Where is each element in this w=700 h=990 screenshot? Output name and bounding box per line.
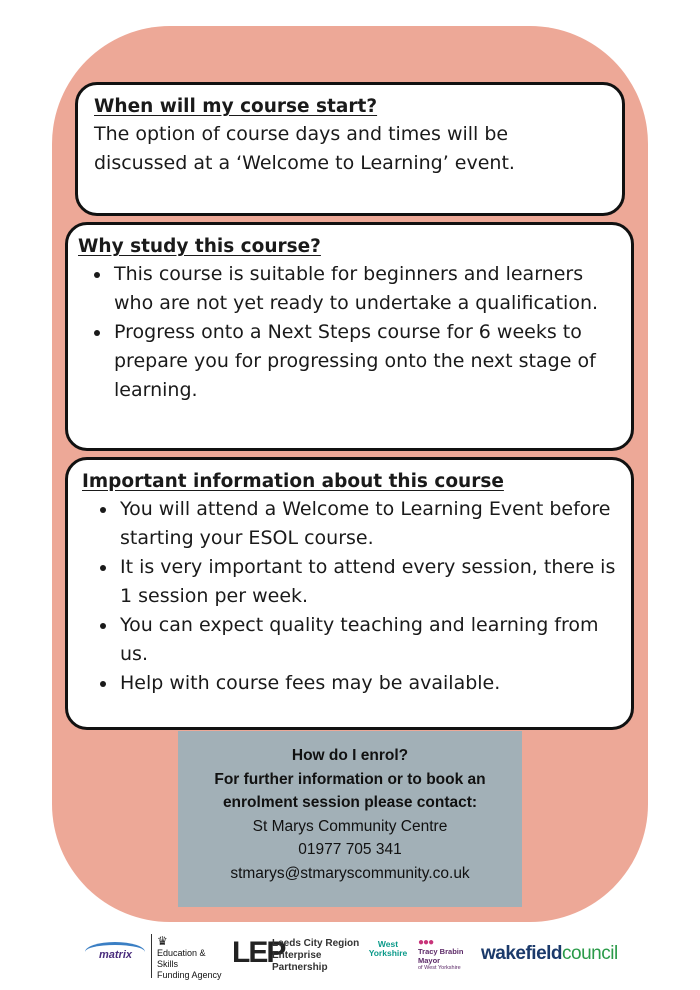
esfa-logo-line-1: Education & Skills (157, 948, 206, 969)
list-item: It is very important to attend every session, there is 1 session per week. (82, 553, 617, 611)
wakefield-logo-part-2: council (562, 943, 618, 964)
lep-logo-text (272, 938, 359, 974)
mayor-logo-line-1: Tracy Brabin (418, 947, 464, 956)
course-start-heading: When will my course start? (94, 96, 378, 117)
course-start-card (75, 82, 625, 216)
royal-crest-icon: ♛ (157, 934, 168, 948)
matrix-logo-text: matrix (99, 949, 133, 961)
list-item: You can expect quality teaching and learning from us. (82, 611, 617, 669)
enrol-question: How do I enrol? (291, 747, 409, 764)
wakefield-council-logo (481, 943, 621, 969)
esfa-logo-line-2: Funding Agency (157, 970, 222, 980)
esfa-logo (151, 934, 227, 978)
lep-logo (232, 936, 362, 976)
wy-logo-line-1: West (377, 939, 399, 949)
matrix-logo (85, 938, 147, 970)
lep-mark-icon: LEP (232, 936, 285, 969)
important-info-heading: Important information about this course (82, 471, 504, 492)
mayor-dots-icon: ●●● (418, 937, 434, 948)
partner-logos (0, 928, 700, 984)
course-start-text-line-1: The option of course days and times will be (94, 123, 509, 145)
important-info-card (65, 457, 634, 730)
mayor-logo-line-3: of West Yorkshire (418, 965, 461, 971)
contact-phone[interactable]: 01977 705 341 (298, 841, 402, 858)
lep-logo-line-1: Leeds City Region (272, 938, 360, 949)
list-item: This course is suitable for beginners and learners who are not yet ready to undertake a qualification. (78, 260, 621, 318)
contact-organisation: St Marys Community Centre (252, 817, 448, 835)
west-yorkshire-logo (364, 940, 412, 974)
wakefield-logo-part-1: wakefield (481, 943, 563, 964)
why-study-heading: Why study this course? (78, 236, 321, 257)
contact-intro-line-1: For further information or to book an (214, 770, 486, 788)
contact-box (178, 731, 522, 907)
mayor-logo-line-2: Mayor (418, 955, 441, 965)
contact-email[interactable]: stmarys@stmaryscommunity.co.uk (230, 864, 470, 882)
list-item: Help with course fees may be available. (82, 669, 617, 698)
important-info-list (82, 495, 617, 698)
why-study-list (78, 260, 621, 405)
wy-logo-line-2: Yorkshire (368, 948, 408, 958)
lep-logo-line-2: Enterprise (272, 950, 322, 961)
list-item: You will attend a Welcome to Learning Event before starting your ESOL course. (82, 495, 617, 553)
why-study-card (65, 222, 634, 451)
mayor-logo (418, 938, 474, 974)
course-start-text-line-2: discussed at a ‘Welcome to Learning’ event. (94, 152, 515, 174)
contact-intro-line-2: enrolment session please contact: (222, 794, 478, 811)
lep-logo-line-3: Partnership (272, 962, 328, 973)
list-item: Progress onto a Next Steps course for 6 weeks to prepare you for progressing onto the next stage of learning. (78, 318, 621, 405)
